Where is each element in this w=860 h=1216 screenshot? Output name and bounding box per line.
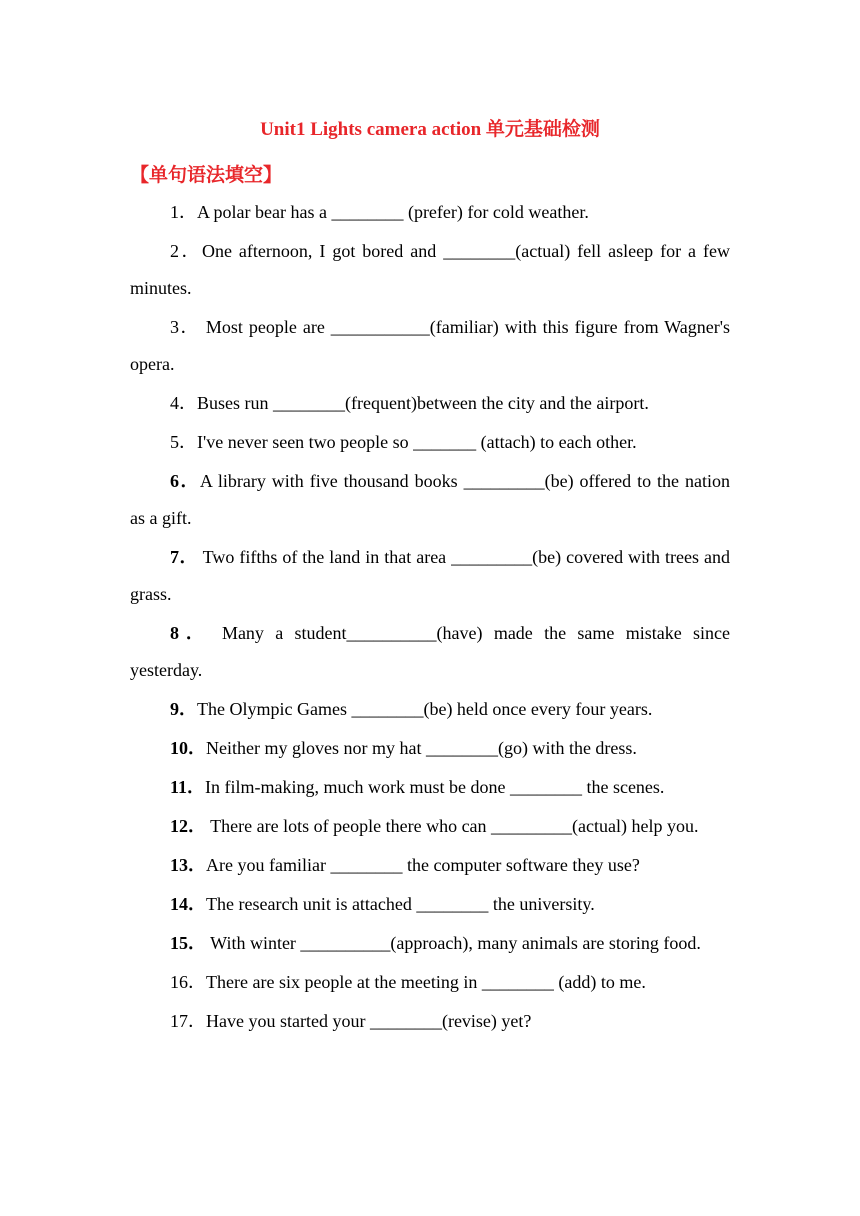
- item-text: A polar bear has a ________ (prefer) for cold weather.: [197, 202, 589, 222]
- item-number: 5．: [170, 432, 197, 452]
- item-text: A library with five thousand books _________(be) offered to the nation as a gift.: [130, 471, 730, 528]
- item-text: Two fifths of the land in that area _________(be) covered with trees and grass.: [130, 547, 730, 604]
- item-number: 16．: [170, 972, 206, 992]
- exercise-item: [130, 691, 730, 728]
- item-number: 2．: [170, 241, 202, 261]
- item-number: 6．: [170, 471, 200, 491]
- item-text: There are six people at the meeting in ________ (add) to me.: [206, 972, 646, 992]
- item-number: 15．: [170, 933, 206, 953]
- exercise-item: [130, 886, 730, 923]
- item-number: 17．: [170, 1011, 206, 1031]
- item-text: One afternoon, I got bored and ________(actual) fell asleep for a few minutes.: [130, 241, 730, 298]
- exercise-item: [130, 769, 730, 806]
- exercise-item: [130, 424, 730, 461]
- exercise-item: [130, 194, 730, 231]
- item-text: Neither my gloves nor my hat ________(go) with the dress.: [206, 738, 637, 758]
- item-text: Many a student__________(have) made the same mistake since yesterday.: [130, 623, 730, 680]
- exercise-item: [130, 463, 730, 537]
- item-text: Buses run ________(frequent)between the city and the airport.: [197, 393, 649, 413]
- item-text: Have you started your ________(revise) yet?: [206, 1011, 532, 1031]
- item-text: The Olympic Games ________(be) held once every four years.: [197, 699, 653, 719]
- item-number: 4．: [170, 393, 197, 413]
- item-number: 3．: [170, 317, 200, 337]
- exercise-item: [130, 539, 730, 613]
- item-text: In film-making, much work must be done ________ the scenes.: [205, 777, 665, 797]
- item-number: 13．: [170, 855, 206, 875]
- item-number: 1．: [170, 202, 197, 222]
- exercise-item: [130, 847, 730, 884]
- item-number: 11．: [170, 777, 206, 797]
- item-number: 14．: [170, 894, 206, 914]
- item-number: 7．: [170, 547, 198, 567]
- exercise-item: [130, 925, 730, 962]
- exercise-item: [130, 309, 730, 383]
- document-title: Unit1 Lights camera action 单元基础检测: [260, 119, 600, 140]
- item-number: 9．: [170, 699, 197, 719]
- item-text: Most people are ___________(familiar) with this figure from Wagner's opera.: [130, 317, 730, 374]
- item-text: Are you familiar ________ the computer software they use?: [206, 855, 640, 875]
- item-text: With winter __________(approach), many animals are storing food.: [206, 933, 701, 953]
- item-number: 8．: [170, 623, 211, 643]
- exercise-item: [130, 730, 730, 767]
- exercise-list: [130, 194, 730, 1042]
- item-text: There are lots of people there who can _________(actual) help you.: [206, 816, 699, 836]
- item-text: I've never seen two people so _______ (attach) to each other.: [197, 432, 637, 452]
- item-text: The research unit is attached ________ the university.: [206, 894, 595, 914]
- exercise-item: [130, 615, 730, 689]
- exercise-item: [130, 1003, 730, 1040]
- exercise-item: [130, 964, 730, 1001]
- section-heading: 【单句语法填空】: [130, 165, 283, 186]
- item-number: 12．: [170, 816, 206, 836]
- exercise-item: [130, 808, 730, 845]
- exercise-item: [130, 385, 730, 422]
- exercise-item: [130, 233, 730, 307]
- item-number: 10．: [170, 738, 206, 758]
